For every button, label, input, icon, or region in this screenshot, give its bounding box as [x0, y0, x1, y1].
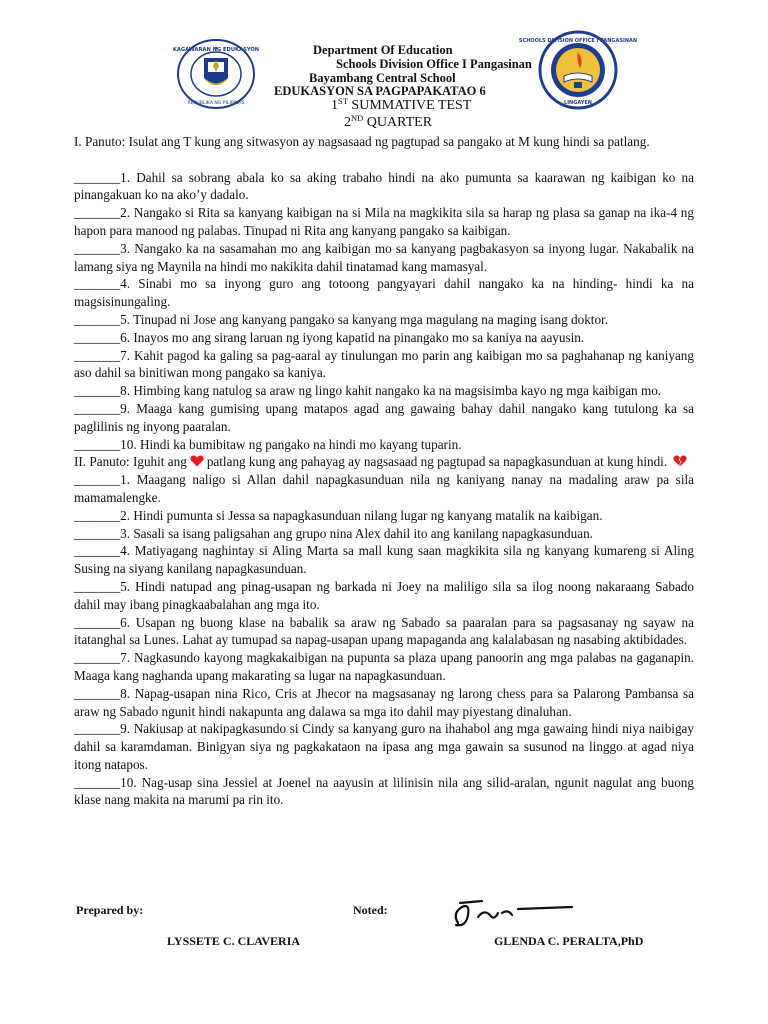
list-item: _______1. Maagang naligo si Allan dahil napagkasunduan nila ng kaniyang nanay na madaling araw pa sila mamamalengke.	[74, 472, 694, 505]
noted-label: Noted:	[353, 903, 388, 917]
list-item: _______10. Hindi ka bumibitaw ng pangako na hindi mo kayang tuparin.	[74, 436, 462, 452]
deped-seal-logo	[172, 38, 260, 110]
list-item: _______6. Usapan ng buong klase na babalik sa araw ng Sabado sa paaralan para sa pagsasanay ng sayaw na itatanghal sa Lunes. Lahat ay tumupad sa napag-usapan upang mapaganda ang kalalabasan ng nasabing aktibidades.	[74, 614, 694, 648]
part1-instruction: I. Panuto: Isulat ang T kung ang sitwasyon ay nagsasaad ng pagtupad sa pangako at M kung hindi sa patlang.	[74, 134, 650, 149]
header-subject: EDUKASYON SA PAGPAPAKATAO 6	[274, 84, 486, 98]
list-item: _______3. Sasali sa isang paligsahan ang grupo nina Alex dahil ito ang kanilang napagkasunduan.	[74, 525, 593, 541]
test-title: 1ST SUMMATIVE TEST	[331, 96, 472, 113]
list-item: _______5. Tinupad ni Jose ang kanyang pangako sa kanyang mga magulang na maging isang doktor.	[74, 311, 609, 327]
list-item: _______10. Nag-usap sina Jessiel at Joenel na aayusin at lilinisin nila ang silid-aralan, ngunit nagulat ang buong klase nang makita na marumi pa rin ito.	[74, 774, 694, 808]
header-school: Bayambang Central School	[309, 71, 456, 85]
header-division: Schools Division Office I Pangasinan	[336, 57, 532, 71]
list-item: _______7. Nagkasundo kayong magkakaibigan na pupunta sa plaza upang panoorin ang mga palabas na gaganapin. Maaga kang naghanda upang makarating sa lugar na napagkasunduan.	[74, 650, 694, 683]
list-item: _______2. Hindi pumunta si Jessa sa napagkasunduan nilang lugar ng kanyang matalik na kaibigan.	[74, 507, 603, 523]
list-item: _______4. Matiyagang naghintay si Aling Marta sa mall kung saan magkikita sila ng kanyang kumareng si Aling Susing na siyang kanilang napagkasunduan.	[74, 543, 694, 577]
part2-instruction: II. Panuto: Iguhit ang patlang kung ang pahayag ay nagsasaad ng pagtupad sa napagkasunduan at kung hindi.	[74, 453, 694, 471]
list-item: _______7. Kahit pagod ka galing sa pag-aaral ay tinulungan mo parin ang kaibigan mo sa paghahanap ng kaniyang aso dahil sa binitiwan mong pangako sa kaniya.	[74, 347, 694, 381]
sdo-seal-logo	[518, 30, 638, 110]
broken-heart-icon	[673, 455, 687, 467]
right-logo-bottom-text: LINGAYEN	[564, 100, 592, 106]
test-body	[74, 133, 694, 809]
preparer-name: LYSSETE C. CLAVERIA	[167, 934, 301, 948]
list-item: _______3. Nangako ka na sasamahan mo ang kaibigan mo sa kanyang pagbakasyon sa inyong lugar. Nakabalik na lamang siya ng Maynila na hindi mo nakikita dahil tinatamad kang mamasyal.	[74, 240, 694, 274]
list-item: _______8. Himbing kang natulog sa araw ng lingo kahit nangako ka na magsisimba kayo ng mga kaibigan mo.	[74, 383, 662, 399]
right-logo-text: SCHOOLS DIVISION OFFICE I PANGASINAN	[518, 38, 638, 44]
list-item: _______5. Hindi natupad ang pinag-usapan ng barkada ni Joey na maliligo sila sa ilog noong nakaraang Sabado dahil may ibang pinagkaabalahan ang mga ito.	[74, 578, 694, 612]
list-item: _______6. Inayos mo ang sirang laruan ng iyong kapatid na pinangako mo sa kaniya na aayusin.	[74, 329, 585, 345]
heart-icon	[190, 455, 204, 467]
list-item: _______8. Napag-usapan nina Rico, Cris at Jhecor na magsasanay ng larong chess para sa Palarong Pambansa sa araw ng Sabado ngunit hindi nakapunta ang dalawa sa mga ito dahil may piyestang dinaluhan.	[74, 685, 694, 719]
prepared-by-label: Prepared by:	[76, 903, 144, 917]
list-item: _______9. Maaga kang gumising upang matapos agad ang gawaing bahay dahil nangako kang tutulong ka sa paglilinis ng inyong paaralan.	[74, 400, 694, 434]
header-department: Department Of Education	[313, 43, 453, 57]
list-item: _______9. Nakiusap at nakipagkasundo si Cindy sa kanyang guro na ihahabol ang mga gawaing hindi niya naibigay dahil sa karamdaman. Binigyan siya ng pagkakataon na ipasa ang mga gawain sa susunod na linggo at agad niya itong natapos.	[74, 721, 694, 772]
list-item: _______4. Sinabi mo sa inyong guro ang totoong pangyayari dahil nangako ka na hinding- hindi ka na magsisinungaling.	[74, 276, 694, 310]
left-logo-text: KAGAWARAN NG EDUKASYON	[172, 47, 260, 53]
left-logo-bottom-text: REPUBLIKA NG PILIPINAS	[187, 101, 245, 106]
noter-name: GLENDA C. PERALTA,PhD	[494, 934, 644, 948]
quarter-title: 2ND QUARTER	[344, 113, 433, 130]
list-item: _______2. Nangako si Rita sa kanyang kaibigan na si Mila na magkikita sila sa harap ng plasa sa ganap na ika-4 ng hapon para manood ng palabas. Tinupad ni Rita ang kanyang pangako sa kaibigan.	[74, 205, 694, 238]
signature-image	[448, 895, 578, 935]
list-item: _______1. Dahil sa sobrang abala ko sa aking trabaho hindi na ako pumunta sa kaarawan ng kaibigan ko na pinangakuan ko na ako’y dadalo.	[74, 169, 694, 203]
